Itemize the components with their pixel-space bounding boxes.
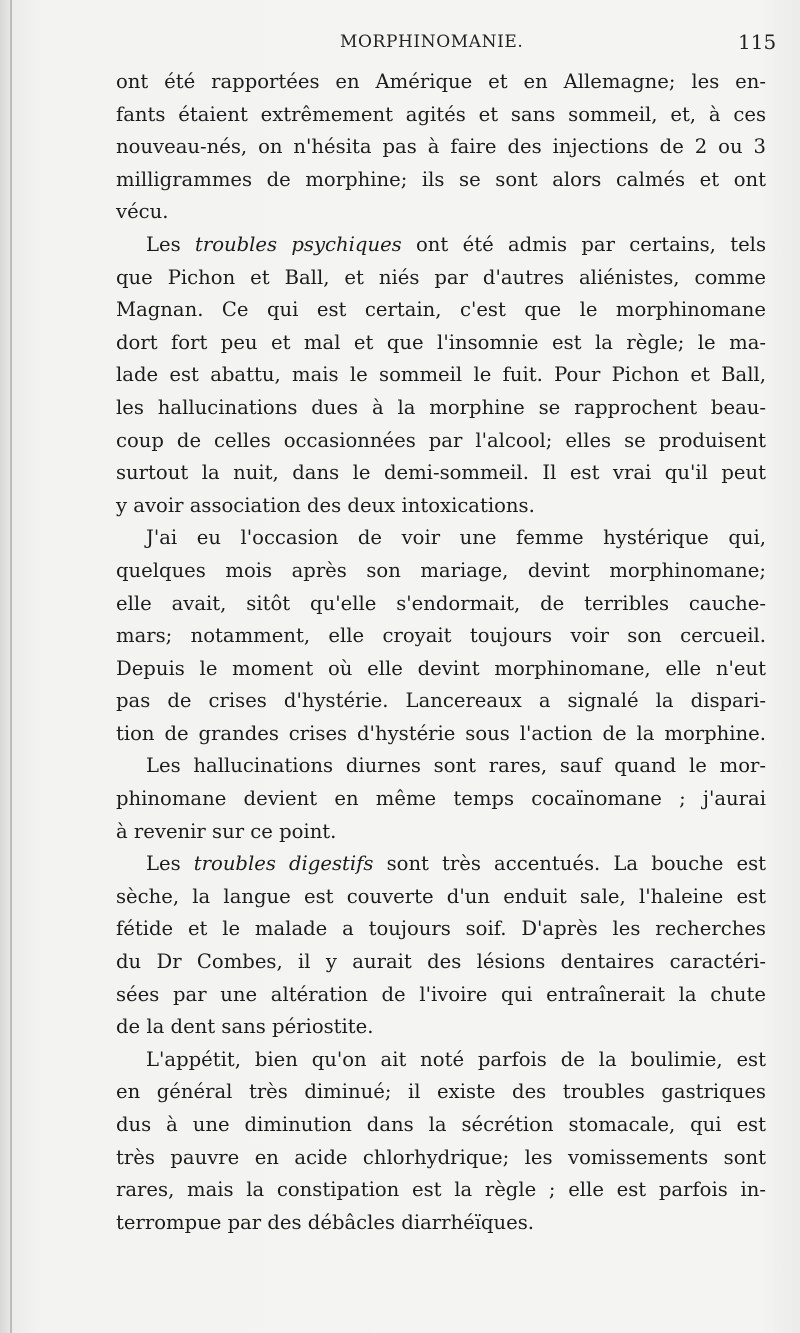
text-line: tion de grandes crises d'hystérie sous l'action de la morphine.: [116, 721, 766, 745]
text-line: J'ai eu l'occasion de voir une femme hystérique qui,: [146, 526, 766, 550]
text-line: dus à une diminution dans la sécrétion stomacale, qui est: [116, 1113, 766, 1136]
text-line: sèche, la langue est couverte d'un enduit sale, l'haleine est: [116, 884, 766, 908]
text-line: mars; notamment, elle croyait toujours voir son cercueil.: [116, 624, 766, 648]
body-text: [116, 66, 766, 1239]
italic-term: troubles digestifs: [193, 852, 374, 876]
italic-term: troubles psychiques: [194, 232, 402, 256]
text-line: y avoir association des deux intoxications.: [116, 493, 535, 517]
text-line: de la dent sans périostite.: [116, 1015, 374, 1039]
text-line: Les hallucinations diurnes sont rares, sauf quand le mor-: [146, 754, 766, 778]
text-line: du Dr Combes, il y aurait des lésions dentaires caractéri-: [116, 950, 766, 974]
text-line: dort fort peu et mal et que l'insomnie est la règle; le ma-: [116, 330, 766, 354]
text-line: très pauvre en acide chlorhydrique; les vomissements sont: [116, 1145, 766, 1169]
text-line: fants étaient extrêmement agités et sans sommeil, et, à ces: [116, 102, 766, 126]
text-line: quelques mois après son mariage, devint morphinomane;: [116, 558, 766, 582]
text-line: milligrammes de morphine; ils se sont alors calmés et ont: [116, 167, 766, 191]
text-line: les hallucinations dues à la morphine se rapprochent beau-: [116, 395, 766, 419]
text-line: fétide et le malade a toujours soif. D'après les recherches: [116, 917, 766, 941]
text-line: phinomane devient en même temps cocaïnomane ; j'aurai: [116, 787, 766, 811]
text-line: elle avait, sitôt qu'elle s'endormait, de terribles cauche-: [116, 591, 766, 615]
text-line: terrompue par des débâcles diarrhéïques.: [116, 1210, 535, 1234]
text-line: nouveau-nés, on n'hésita pas à faire des injections de 2 ou 3: [116, 135, 766, 159]
text-line: L'appétit, bien qu'on ait noté parfois de la boulimie, est: [146, 1047, 766, 1071]
page-binding-edge: [10, 0, 12, 1333]
text-line: en général très diminué; il existe des troubles gastriques: [116, 1080, 766, 1104]
text-line: que Pichon et Ball, et niés par d'autres aliénistes, comme: [116, 265, 766, 289]
text-line: vécu.: [116, 200, 169, 224]
text-line: sées par une altération de l'ivoire qui entraînerait la chute: [116, 982, 766, 1006]
page-number: 115: [738, 30, 777, 54]
running-head-title: MORPHINOMANIE.: [340, 32, 524, 52]
text-line: Les troubles psychiques ont été admis par certains, tels: [146, 232, 766, 256]
text-line: ont été rapportées en Amérique et en Allemagne; les en-: [116, 70, 766, 93]
text-line: lade est abattu, mais le sommeil le fuit. Pour Pichon et Ball,: [116, 363, 766, 387]
text-line: Depuis le moment où elle devint morphinomane, elle n'eut: [116, 656, 766, 680]
text-line: pas de crises d'hystérie. Lancereaux a signalé la dispari-: [116, 689, 766, 713]
text-line: surtout la nuit, dans le demi-sommeil. Il est vrai qu'il peut: [116, 461, 766, 485]
running-head: [0, 30, 800, 56]
text-line: à revenir sur ce point.: [116, 819, 337, 843]
text-line: Les troubles digestifs sont très accentués. La bouche est: [146, 852, 766, 876]
text-line: coup de celles occasionnées par l'alcool; elles se produisent: [116, 428, 766, 452]
text-line: rares, mais la constipation est la règle ; elle est parfois in-: [116, 1178, 766, 1202]
text-line: Magnan. Ce qui est certain, c'est que le morphinomane: [116, 298, 766, 322]
